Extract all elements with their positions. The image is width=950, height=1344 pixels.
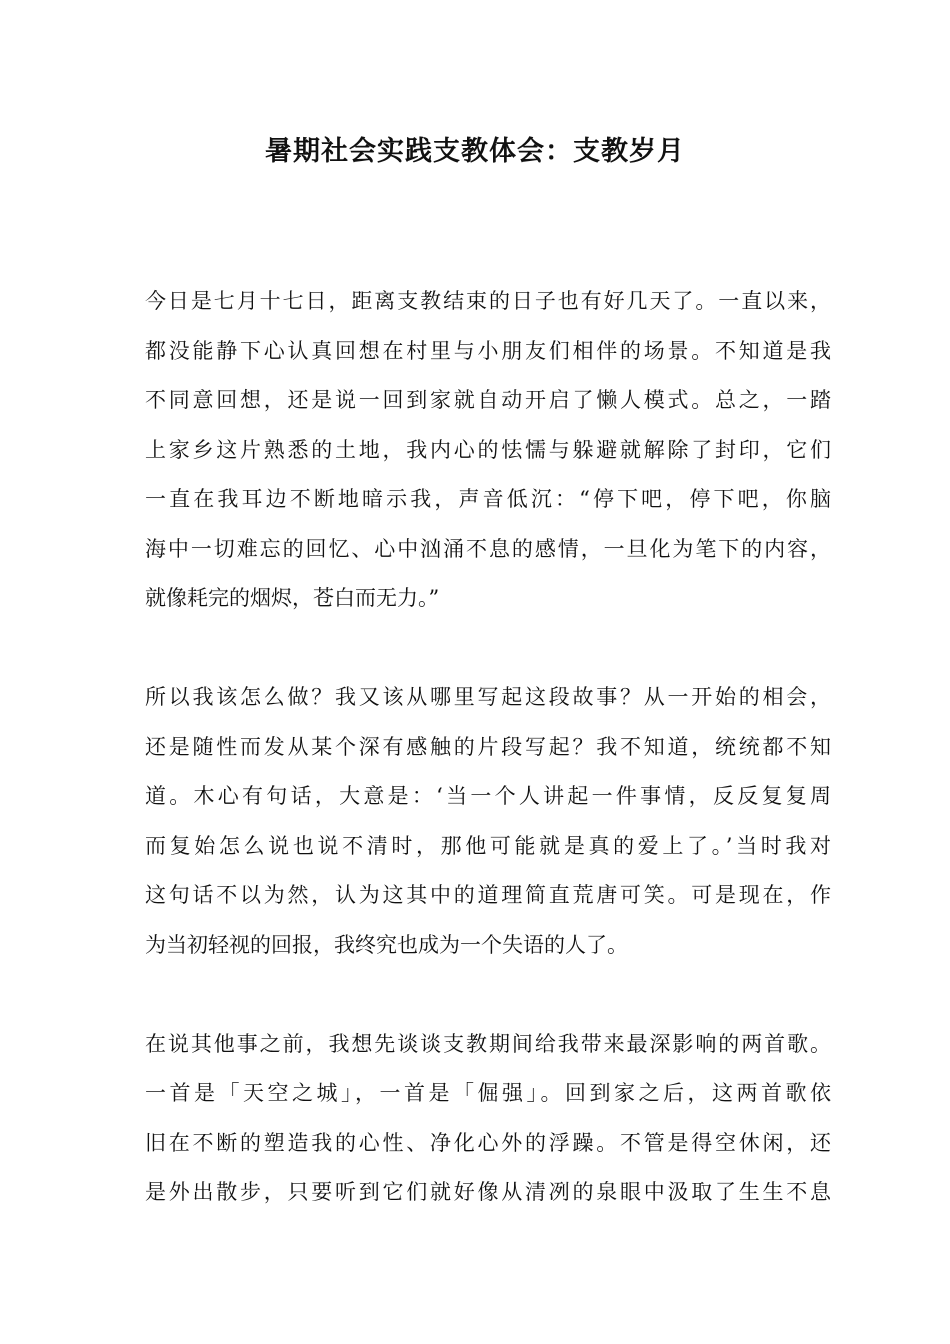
document-title: 暑期社会实践支教体会：支教岁月 xyxy=(265,136,685,167)
text-line: 为当初轻视的回报，我终究也成为一个失语的人了。 xyxy=(145,932,628,957)
paragraph xyxy=(145,673,831,970)
paragraph-spacer xyxy=(145,970,831,1020)
text-line: 还是随性而发从某个深有感触的片段写起？我不知道，统统都不知 xyxy=(145,734,831,759)
text-line: 一直在我耳边不断地暗示我，声音低沉：“停下吧，停下吧，你脑 xyxy=(145,487,831,511)
text-line: 一首是「天空之城」，一首是「倔强」。回到家之后，这两首歌依 xyxy=(145,1081,831,1105)
text-line: 都没能静下心认真回想在村里与小朋友们相伴的场景。不知道是我 xyxy=(145,338,831,363)
paragraph-spacer xyxy=(145,624,831,674)
text-line: 是外出散步，只要听到它们就好像从清冽的泉眼中汲取了生生不息 xyxy=(145,1180,831,1204)
text-line: 在说其他事之前，我想先谈谈支教期间给我带来最深影响的两首歌。 xyxy=(145,1031,831,1056)
text-line: 不同意回想，还是说一回到家就自动开启了懒人模式。总之，一踏 xyxy=(145,388,831,412)
document-body xyxy=(145,277,831,1218)
paragraph xyxy=(145,277,831,624)
text-line: 海中一切难忘的回忆、心中汹涌不息的感情，一旦化为笔下的内容， xyxy=(145,536,831,561)
paragraph xyxy=(145,1020,831,1218)
text-line: 所以我该怎么做？我又该从哪里写起这段故事？从一开始的相会， xyxy=(145,685,831,709)
text-line: 旧在不断的塑造我的心性、净化心外的浮躁。不管是得空休闲，还 xyxy=(145,1130,831,1155)
text-line: 而复始怎么说也说不清时，那他可能就是真的爱上了。’当时我对 xyxy=(145,833,831,858)
text-line: 上家乡这片熟悉的土地，我内心的怯懦与躲避就解除了封印，它们 xyxy=(145,437,831,462)
text-line: 道。木心有句话，大意是：‘当一个人讲起一件事情，反反复复周 xyxy=(145,784,831,808)
text-line: 今日是七月十七日，距离支教结束的日子也有好几天了。一直以来， xyxy=(145,289,831,313)
text-line: 这句话不以为然，认为这其中的道理简直荒唐可笑。可是现在，作 xyxy=(145,883,831,907)
text-line: 就像耗完的烟烬，苍白而无力。” xyxy=(145,586,440,610)
